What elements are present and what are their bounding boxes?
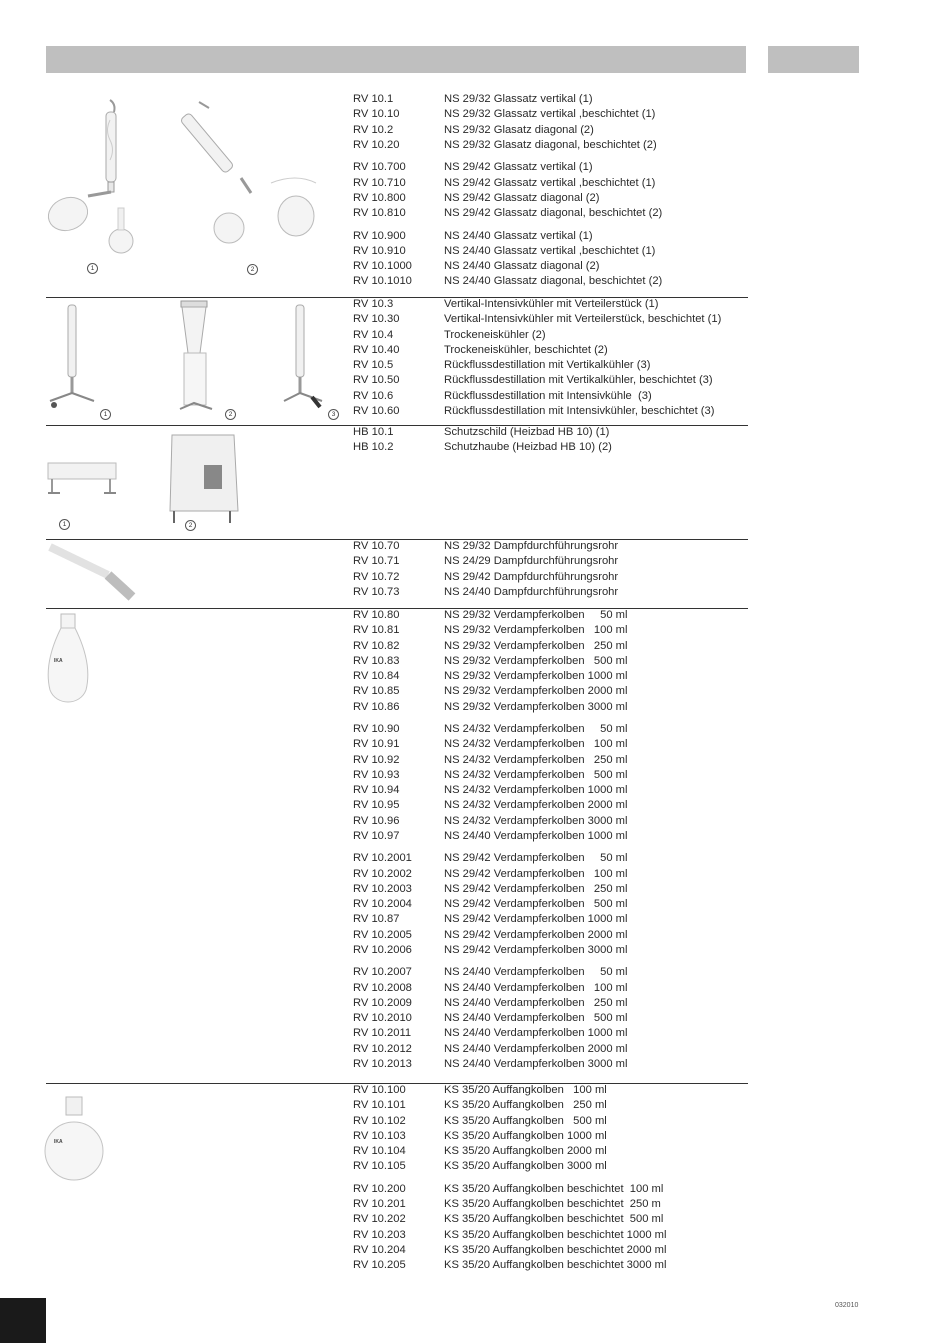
product-description: NS 29/32 Verdampferkolben 50 ml	[444, 609, 628, 621]
product-row	[353, 92, 662, 107]
product-row	[353, 737, 627, 752]
product-row	[353, 768, 627, 783]
product-code: RV 10.93	[353, 768, 400, 781]
item-group	[353, 539, 618, 600]
product-code: RV 10.104	[353, 1145, 406, 1157]
product-description: KS 35/20 Auffangkolben beschichtet 250 m	[444, 1198, 661, 1211]
callout-3: 3	[328, 409, 339, 420]
product-code: RV 10.2013	[353, 1057, 412, 1070]
product-code: RV 10.30	[353, 313, 400, 326]
product-code: RV 10.103	[353, 1129, 406, 1142]
product-row	[353, 1228, 666, 1243]
product-row	[353, 928, 627, 943]
item-group	[353, 92, 662, 153]
product-row	[353, 259, 662, 274]
product-row	[353, 570, 618, 585]
reflux-distillation-image	[282, 301, 332, 419]
product-row	[353, 554, 618, 569]
item-group	[353, 229, 662, 290]
product-code: RV 10.910	[353, 244, 406, 257]
product-row	[353, 138, 662, 153]
product-description: Trockeneiskühler, beschichtet (2)	[444, 343, 608, 356]
product-description: NS 29/42 Verdampferkolben 2000 ml	[444, 928, 628, 941]
product-row	[353, 229, 662, 244]
product-code: RV 10.40	[353, 343, 400, 356]
product-description: NS 24/40 Glassatz vertikal (1)	[444, 229, 593, 242]
product-description: NS 24/32 Verdampferkolben 50 ml	[444, 723, 628, 736]
item-group	[353, 425, 612, 456]
product-row	[353, 1243, 666, 1258]
product-row	[353, 996, 627, 1011]
product-code: RV 10.2005	[353, 928, 412, 941]
product-code: RV 10.20	[353, 138, 400, 151]
product-code: RV 10.2006	[353, 943, 412, 956]
product-description: NS 24/32 Verdampferkolben 100 ml	[444, 738, 628, 751]
product-description: NS 24/40 Verdampferkolben 100 ml	[444, 981, 628, 994]
product-row	[353, 244, 662, 259]
product-row	[353, 1197, 666, 1212]
product-row	[353, 814, 627, 829]
product-code: RV 10.200	[353, 1182, 406, 1195]
product-row	[353, 669, 627, 684]
product-description: KS 35/20 Auffangkolben beschichtet 100 ml	[444, 1182, 664, 1195]
item-list	[353, 92, 662, 297]
ika-logo: IKA	[54, 1139, 63, 1145]
product-row	[353, 1057, 627, 1072]
item-list	[353, 539, 618, 607]
product-description: NS 29/32 Verdampferkolben 1000 ml	[444, 670, 628, 682]
product-description: KS 35/20 Auffangkolben 100 ml	[444, 1084, 607, 1096]
item-group	[353, 1083, 666, 1175]
product-description: NS 29/42 Glassatz vertikal ,beschichtet (1)	[444, 176, 656, 189]
product-row	[353, 943, 627, 958]
product-row	[353, 1026, 627, 1041]
ika-logo: IKA	[54, 658, 63, 664]
product-code: RV 10.96	[353, 814, 400, 827]
product-row	[353, 389, 721, 404]
product-code: RV 10.90	[353, 723, 400, 736]
product-description: NS 24/40 Glassatz diagonal (2)	[444, 260, 600, 273]
product-row	[353, 912, 627, 927]
product-description: NS 29/42 Verdampferkolben 100 ml	[444, 867, 628, 880]
product-row	[353, 343, 721, 358]
product-description: KS 35/20 Auffangkolben beschichtet 1000 ml	[444, 1228, 667, 1241]
product-row	[353, 1011, 627, 1026]
product-code: RV 10.100	[353, 1084, 406, 1096]
product-code: RV 10.102	[353, 1114, 406, 1127]
product-row	[353, 123, 662, 138]
product-code: RV 10.92	[353, 753, 400, 766]
callout-2: 2	[225, 409, 236, 420]
product-code: RV 10.710	[353, 176, 406, 189]
product-code: RV 10.84	[353, 670, 400, 682]
product-row	[353, 897, 627, 912]
product-description: NS 29/42 Dampfdurchführungsrohr	[444, 570, 619, 583]
product-row	[353, 965, 627, 980]
product-row	[353, 1159, 666, 1174]
product-code: RV 10.10	[353, 108, 400, 121]
product-code: RV 10.95	[353, 799, 400, 812]
vertical-intensive-condenser-image	[46, 301, 96, 419]
product-description: NS 24/40 Dampfdurchführungsrohr	[444, 585, 619, 598]
callout-1: 1	[87, 263, 98, 274]
product-row	[353, 160, 662, 175]
product-code: RV 10.85	[353, 685, 400, 698]
glass-set-vertical-image	[48, 98, 158, 258]
section-shields	[46, 425, 748, 540]
product-code: RV 10.81	[353, 624, 400, 637]
product-row	[353, 191, 662, 206]
product-code: RV 10.70	[353, 540, 400, 552]
product-code: RV 10.201	[353, 1198, 406, 1211]
product-code: RV 10.86	[353, 700, 400, 713]
product-description: NS 29/32 Verdampferkolben 3000 ml	[444, 700, 628, 713]
product-code: RV 10.3	[353, 298, 394, 310]
product-row	[353, 798, 627, 813]
product-description: NS 24/40 Verdampferkolben 50 ml	[444, 966, 628, 979]
product-description: NS 24/40 Verdampferkolben 500 ml	[444, 1012, 628, 1025]
product-description: KS 35/20 Auffangkolben 2000 ml	[444, 1145, 607, 1157]
item-group	[353, 160, 662, 221]
product-code: RV 10.71	[353, 555, 400, 568]
product-row	[353, 623, 627, 638]
item-group	[353, 297, 721, 419]
product-row	[353, 373, 721, 388]
product-code: RV 10.1	[353, 93, 394, 105]
product-row	[353, 1114, 666, 1129]
product-row	[353, 328, 721, 343]
product-description: NS 24/40 Verdampferkolben 2000 ml	[444, 1042, 628, 1055]
product-code: RV 10.2012	[353, 1042, 412, 1055]
product-row	[353, 1129, 666, 1144]
product-code: RV 10.5	[353, 359, 394, 371]
product-row	[353, 206, 662, 221]
product-code: RV 10.2003	[353, 882, 412, 895]
product-row	[353, 1212, 666, 1227]
product-description: Rückflussdestillation mit Intensivkühler, beschichtet (3)	[444, 404, 715, 417]
product-description: NS 29/32 Glasatz diagonal, beschichtet (2)	[444, 138, 657, 151]
product-row	[353, 312, 721, 327]
product-code: RV 10.205	[353, 1259, 406, 1272]
product-description: KS 35/20 Auffangkolben beschichtet 2000 ml	[444, 1243, 667, 1256]
product-description: NS 24/32 Verdampferkolben 3000 ml	[444, 814, 628, 827]
product-description: Vertikal-Intensivkühler mit Verteilerstück (1)	[444, 298, 659, 310]
receiving-flask-image	[46, 1097, 106, 1183]
product-code: RV 10.203	[353, 1228, 406, 1241]
product-description: NS 24/40 Verdampferkolben 1000 ml	[444, 1027, 628, 1040]
item-group	[353, 608, 627, 715]
callout-1: 1	[100, 409, 111, 420]
product-description: NS 29/42 Verdampferkolben 500 ml	[444, 898, 628, 911]
product-description: NS 29/32 Verdampferkolben 2000 ml	[444, 685, 628, 698]
product-description: NS 29/42 Verdampferkolben 250 ml	[444, 882, 628, 895]
product-description: NS 29/42 Glassatz vertikal (1)	[444, 161, 593, 174]
product-row	[353, 851, 627, 866]
product-code: RV 10.80	[353, 609, 400, 621]
product-row	[353, 539, 618, 554]
product-description: NS 24/40 Verdampferkolben 1000 ml	[444, 829, 628, 842]
product-row	[353, 107, 662, 122]
product-code: RV 10.50	[353, 374, 400, 387]
product-code: RV 10.101	[353, 1099, 406, 1112]
product-description: NS 24/40 Glassatz vertikal ,beschichtet (1)	[444, 244, 656, 257]
product-code: HB 10.2	[353, 441, 394, 454]
product-code: RV 10.2007	[353, 966, 412, 979]
product-row	[353, 783, 627, 798]
product-code: HB 10.1	[353, 426, 394, 438]
product-code: RV 10.2	[353, 123, 394, 136]
item-list	[353, 425, 612, 463]
document-code: 032010	[835, 1302, 859, 1309]
dry-ice-condenser-image	[176, 299, 216, 421]
product-description: Schutzschild (Heizbad HB 10) (1)	[444, 426, 610, 438]
product-code: RV 10.73	[353, 585, 400, 598]
product-code: RV 10.72	[353, 570, 400, 583]
product-row	[353, 882, 627, 897]
product-row	[353, 425, 612, 440]
product-description: KS 35/20 Auffangkolben 250 ml	[444, 1099, 607, 1112]
section-vapour-tube	[46, 539, 748, 609]
protective-shield-image	[46, 453, 118, 497]
product-description: NS 29/32 Glassatz vertikal (1)	[444, 93, 593, 105]
product-row	[353, 176, 662, 191]
product-description: KS 35/20 Auffangkolben beschichtet 3000 ml	[444, 1259, 667, 1272]
product-code: RV 10.2009	[353, 996, 412, 1009]
product-description: NS 29/42 Glassatz diagonal, beschichtet (2)	[444, 207, 663, 220]
product-row	[353, 608, 627, 623]
product-description: Trockeneiskühler (2)	[444, 328, 546, 341]
section-receiving-flasks	[46, 1083, 748, 1283]
section-evaporating-flasks	[46, 608, 748, 1084]
product-row	[353, 1258, 666, 1273]
product-code: RV 10.202	[353, 1213, 406, 1226]
product-code: RV 10.94	[353, 784, 400, 797]
product-description: NS 24/32 Verdampferkolben 1000 ml	[444, 784, 628, 797]
product-code: RV 10.83	[353, 654, 400, 667]
product-description: NS 29/32 Glasatz diagonal (2)	[444, 123, 594, 136]
product-description: NS 29/32 Verdampferkolben 250 ml	[444, 639, 628, 652]
product-description: Vertikal-Intensivkühler mit Verteilerstück, beschichtet (1)	[444, 313, 722, 326]
header-tab	[768, 46, 859, 73]
product-code: RV 10.2001	[353, 852, 412, 865]
item-list	[353, 608, 627, 1079]
item-list	[353, 1083, 666, 1281]
product-row	[353, 639, 627, 654]
glass-set-diagonal-image	[181, 98, 321, 248]
item-group	[353, 722, 627, 844]
product-description: NS 24/32 Verdampferkolben 2000 ml	[444, 799, 628, 812]
item-group	[353, 965, 627, 1072]
callout-1: 1	[59, 519, 70, 530]
product-code: RV 10.2011	[353, 1027, 412, 1040]
callout-2: 2	[185, 520, 196, 531]
protective-hood-image	[164, 431, 242, 525]
product-description: Schutzhaube (Heizbad HB 10) (2)	[444, 441, 612, 454]
product-code: RV 10.1000	[353, 260, 412, 273]
product-row	[353, 867, 627, 882]
product-description: NS 24/40 Verdampferkolben 250 ml	[444, 996, 628, 1009]
product-description: NS 29/42 Verdampferkolben 50 ml	[444, 852, 628, 865]
product-description: KS 35/20 Auffangkolben 3000 ml	[444, 1160, 607, 1173]
product-row	[353, 1042, 627, 1057]
product-code: RV 10.82	[353, 639, 400, 652]
product-description: NS 24/40 Verdampferkolben 3000 ml	[444, 1057, 628, 1070]
evaporating-flask-image	[46, 614, 90, 706]
product-row	[353, 829, 627, 844]
section-condensers	[46, 297, 748, 426]
product-description: NS 29/42 Verdampferkolben 3000 ml	[444, 943, 628, 956]
product-description: KS 35/20 Auffangkolben 1000 ml	[444, 1129, 607, 1142]
product-description: KS 35/20 Auffangkolben beschichtet 500 ml	[444, 1213, 664, 1226]
header-bar	[46, 46, 746, 73]
product-row	[353, 753, 627, 768]
product-row	[353, 358, 721, 373]
product-row	[353, 585, 618, 600]
product-description: NS 29/32 Verdampferkolben 500 ml	[444, 654, 628, 667]
section-glass-sets	[46, 92, 748, 298]
product-row	[353, 1083, 666, 1098]
product-code: RV 10.87	[353, 913, 400, 926]
product-code: RV 10.6	[353, 389, 394, 402]
product-description: KS 35/20 Auffangkolben 500 ml	[444, 1114, 607, 1127]
product-description: NS 24/32 Verdampferkolben 500 ml	[444, 768, 628, 781]
product-code: RV 10.810	[353, 207, 406, 220]
product-description: Rückflussdestillation mit Vertikalkühler, beschichtet (3)	[444, 374, 713, 387]
product-row	[353, 440, 612, 455]
page-tab-marker	[0, 1298, 46, 1343]
vapour-tube-image	[46, 541, 138, 603]
product-code: RV 10.91	[353, 738, 400, 751]
product-row	[353, 297, 721, 312]
product-description: Rückflussdestillation mit Intensivkühle (3)	[444, 389, 652, 402]
product-row	[353, 654, 627, 669]
item-list	[353, 297, 721, 426]
product-code: RV 10.105	[353, 1160, 406, 1173]
product-row	[353, 404, 721, 419]
product-description: NS 24/29 Dampfdurchführungsrohr	[444, 555, 619, 568]
product-description: NS 24/32 Verdampferkolben 250 ml	[444, 753, 628, 766]
product-description: NS 29/32 Glassatz vertikal ,beschichtet (1)	[444, 108, 656, 121]
product-code: RV 10.2004	[353, 898, 412, 911]
product-row	[353, 684, 627, 699]
product-description: NS 29/42 Glassatz diagonal (2)	[444, 191, 600, 204]
product-code: RV 10.700	[353, 161, 406, 174]
product-code: RV 10.2010	[353, 1012, 412, 1025]
product-row	[353, 722, 627, 737]
product-code: RV 10.60	[353, 404, 400, 417]
product-code: RV 10.97	[353, 829, 400, 842]
product-row	[353, 1144, 666, 1159]
product-description: NS 29/32 Verdampferkolben 100 ml	[444, 624, 628, 637]
product-code: RV 10.4	[353, 328, 394, 341]
product-code: RV 10.1010	[353, 275, 412, 288]
product-description: Rückflussdestillation mit Vertikalkühler (3)	[444, 359, 651, 371]
product-code: RV 10.800	[353, 191, 406, 204]
product-row	[353, 981, 627, 996]
item-group	[353, 851, 627, 958]
product-row	[353, 1098, 666, 1113]
product-code: RV 10.900	[353, 229, 406, 242]
product-code: RV 10.2008	[353, 981, 412, 994]
product-row	[353, 274, 662, 289]
product-code: RV 10.204	[353, 1243, 406, 1256]
product-row	[353, 1182, 666, 1197]
product-code: RV 10.2002	[353, 867, 412, 880]
item-group	[353, 1182, 666, 1274]
product-row	[353, 700, 627, 715]
product-description: NS 29/32 Dampfdurchführungsrohr	[444, 540, 619, 552]
product-description: NS 29/42 Verdampferkolben 1000 ml	[444, 913, 628, 926]
product-description: NS 24/40 Glassatz diagonal, beschichtet (2)	[444, 275, 663, 288]
callout-2: 2	[247, 264, 258, 275]
